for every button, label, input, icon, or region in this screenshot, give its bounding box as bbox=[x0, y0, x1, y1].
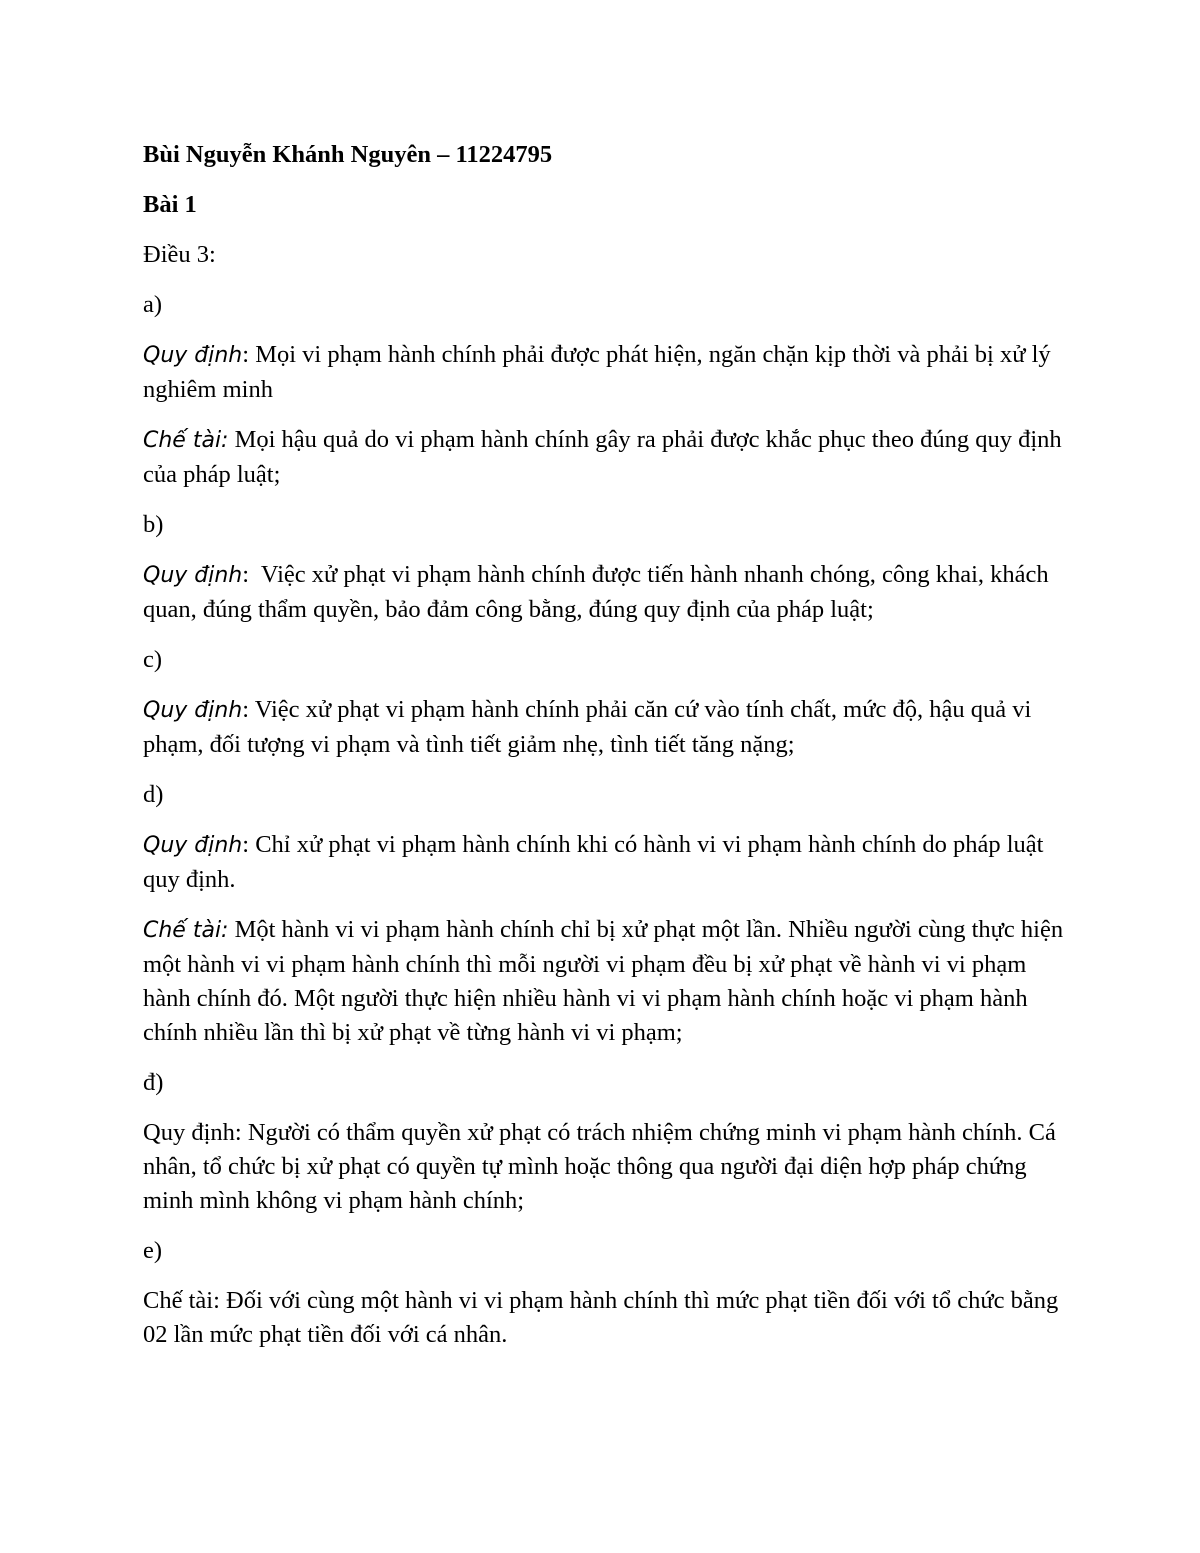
rule-label: Quy định bbox=[143, 343, 243, 368]
label-separator: : bbox=[242, 341, 256, 368]
rule-label: Quy định bbox=[143, 698, 243, 723]
label-separator: : bbox=[242, 696, 255, 723]
exercise-title: Bài 1 bbox=[143, 191, 197, 218]
sanction-label: Chế tài: bbox=[143, 918, 229, 943]
rule-text: Người có thẩm quyền xử phạt có trách nhiệm chứng minh vi phạm hành chính. Cá nhân, tổ chức bị xử phạt có quyền tự mình hoặc thông qua người đại diện hợp pháp chứng minh mình không vi phạm hành chính; bbox=[143, 1119, 1056, 1214]
rule-label: Quy định: bbox=[143, 1119, 242, 1146]
rule-text: Mọi vi phạm hành chính phải được phát hiện, ngăn chặn kịp thời và phải bị xử lý nghiêm minh bbox=[143, 341, 1051, 403]
section-letter-c: c) bbox=[143, 646, 163, 673]
section-c-rule bbox=[143, 693, 1068, 762]
label-separator: : bbox=[242, 831, 256, 858]
section-d-rule bbox=[143, 828, 1068, 897]
rule-label: Quy định bbox=[143, 563, 243, 588]
section-a-rule bbox=[143, 338, 1068, 407]
rule-text: Việc xử phạt vi phạm hành chính được tiến hành nhanh chóng, công khai, khách quan, đúng thẩm quyền, bảo đảm công bằng, đúng quy định của pháp luật; bbox=[143, 561, 1049, 623]
section-d-sanction bbox=[143, 913, 1068, 1050]
section-letter-dd: đ) bbox=[143, 1069, 164, 1096]
section-a-sanction bbox=[143, 423, 1068, 492]
sanction-text: Mọi hậu quả do vi phạm hành chính gây ra phải được khắc phục theo đúng quy định của pháp luật; bbox=[143, 426, 1062, 488]
author-line: Bùi Nguyễn Khánh Nguyên – 11224795 bbox=[143, 141, 553, 168]
label-separator: : bbox=[242, 561, 261, 588]
section-b-rule bbox=[143, 558, 1068, 627]
rule-label: Quy định bbox=[143, 833, 243, 858]
section-letter-a: a) bbox=[143, 291, 163, 318]
article-heading: Điều 3: bbox=[143, 241, 216, 268]
section-letter-e: e) bbox=[143, 1237, 163, 1264]
sanction-text: Một hành vi vi phạm hành chính chỉ bị xử phạt một lần. Nhiều người cùng thực hiện một hành vi vi phạm hành chính thì mỗi người vi phạm đều bị xử phạt về hành vi vi phạm hành chính đó. Một người thực hiện nhiều hành vi vi phạm hành chính hoặc vi phạm hành chính nhiều lần thì bị xử phạt về từng hành vi vi phạm; bbox=[143, 916, 1064, 1046]
section-e-sanction bbox=[143, 1284, 1068, 1352]
rule-text: Chỉ xử phạt vi phạm hành chính khi có hành vi vi phạm hành chính do pháp luật quy định. bbox=[143, 831, 1044, 893]
sanction-label: Chế tài: bbox=[143, 428, 229, 453]
rule-text: Việc xử phạt vi phạm hành chính phải căn cứ vào tính chất, mức độ, hậu quả vi phạm, đối tượng vi phạm và tình tiết giảm nhẹ, tình tiết tăng nặng; bbox=[143, 696, 1032, 758]
section-letter-b: b) bbox=[143, 511, 164, 538]
document-body bbox=[143, 138, 1068, 1368]
sanction-text: Đối với cùng một hành vi vi phạm hành chính thì mức phạt tiền đối với tổ chức bằng 02 lần mức phạt tiền đối với cá nhân. bbox=[143, 1287, 1059, 1348]
sanction-label: Chế tài: bbox=[143, 1287, 220, 1314]
section-letter-d: d) bbox=[143, 781, 164, 808]
section-dd-rule bbox=[143, 1116, 1068, 1218]
